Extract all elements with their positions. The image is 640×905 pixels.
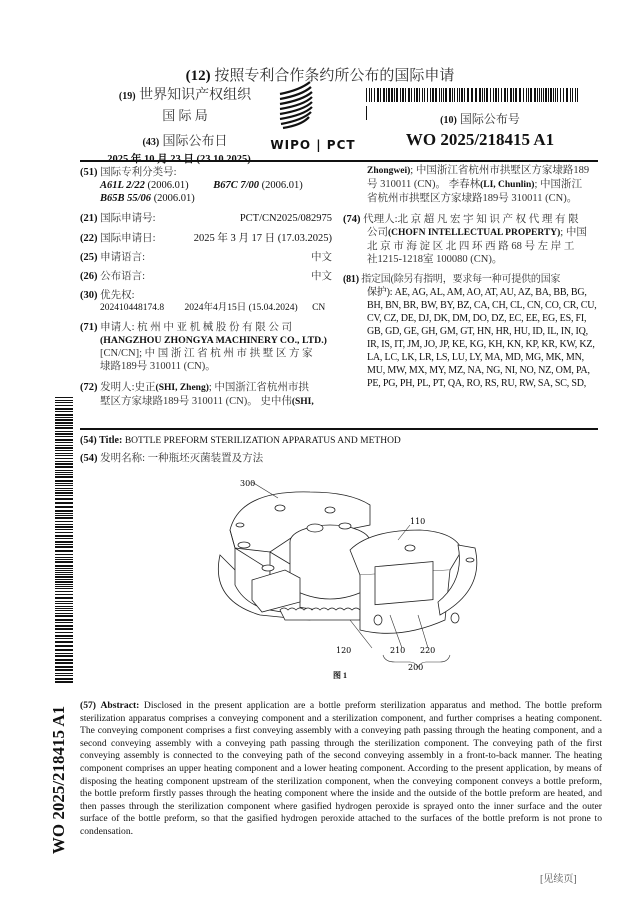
- ipc-field: [80, 166, 350, 205]
- agent-field: (74) 代理人:北 京 超 凡 宏 宇 知 识 产 权 代 理 有 限 公司(CHOFN INTELLECTUAL PROPERTY); 中国 北 京 市 海 淀 区 北 四 环 西 路 68 号 左 岸 工 社1215-1218室 100080 (CN)。: [343, 214, 587, 265]
- label-210: 210: [390, 646, 406, 655]
- title-cn-value: 一种瓶坯灭菌装置及方法: [147, 453, 264, 464]
- filing-date-field: (22) 国际申请日: 2025 年 3 月 17 日 (17.03.2025): [80, 233, 332, 244]
- side-publication-number: WO 2025/218415 A1: [49, 705, 68, 855]
- pub-lang-label: 公布语言:: [100, 271, 146, 282]
- abstract: (57) Abstract: Disclosed in the present application are a bottle preform sterilization apparatus and method. The bottle preform sterilization apparatus comprises a conveying component and a sterilization component, and further comprises a heating component. The conveying component comprises a first conveying assembly with a conveying path passing through the heating component, and a second conveying assembly with a conveying path passing through the sterilization component. The conveying path of the first conveying assembly is connected to the conveying path of the second conveying assembly in a front-to-back manner. The heating component comprises an upper heating component and a lower heating component. According to the present application, by means of disposing the heating component upstream of the sterilization component, when the conveying component conveys a bottle preform, the bottle preform firstly passes through the heating component where the inside and the outside of the bottle preform are heated, and then passes through the sterilization component where gasified hydrogen peroxide is sprayed onto the inner surface and the outer surface of the bottle preform, so that the gasified hydrogen peroxide attached to the surfaces of the bottle preform is not prone to condensation.: [80, 700, 602, 837]
- publication-language-field: (26) 公布语言: 中文: [80, 271, 332, 282]
- applicant-field: (71) 申请人: 杭 州 中 亚 机 械 股 份 有 限 公 司 (HANGZHOU ZHONGYA MACHINERY CO., LTD.) [CN/CN]; 中 国 浙 江 省 杭 州 市 拱 墅 区 方 家 埭路189号 310011 (CN)。: [80, 321, 342, 373]
- ipc-label: 国际专利分类号:: [100, 167, 177, 178]
- designated-label: 指定国(除另有指明，要求每一种可提供的国家: [361, 274, 561, 285]
- priority-number: 202410448174.8: [100, 303, 165, 313]
- ipc-code-1: A61L 2/22 (2006.01): [100, 180, 189, 191]
- title-cn: (54) 发明名称: 一种瓶坯灭菌装置及方法: [80, 453, 264, 464]
- conveying-star-wheel: [280, 608, 360, 620]
- org-name: 世界知识产权组织: [139, 88, 252, 103]
- wipo-logo: [258, 80, 368, 152]
- inventors-field: (72) 发明人:史正(SHI, Zheng); 中国浙江省杭州市拱 墅区方家埭路189号 310011 (CN)。 史中伟(SHI,: [80, 382, 314, 407]
- header-divider: [80, 160, 598, 162]
- applicant-name-en: (HANGZHOU ZHONGYA MACHINERY CO., LTD.): [100, 335, 327, 346]
- filing-lang-label: 申请语言:: [100, 252, 146, 263]
- inventors-continued: Zhongwei); 中国浙江省杭州市拱墅区方家埭路189 号 310011 (CN)。 李春林(LI, Chunlin); 中国浙江 省杭州市拱墅区方家埭路189号 310011 (CN)。: [367, 165, 590, 204]
- label-110: 110: [410, 517, 426, 526]
- filing-lang-value: 中文: [311, 252, 332, 263]
- org-number: (19): [118, 91, 136, 102]
- label-220: 220: [420, 646, 436, 655]
- label-300: 300: [240, 479, 256, 488]
- publication-number: WO 2025/218415 A1: [405, 130, 555, 149]
- pubdate-value: [88, 151, 270, 166]
- agent-name-en: (CHOFN INTELLECTUAL PROPERTY): [388, 228, 561, 238]
- side-barcode: [55, 397, 73, 697]
- filing-date-value: 2025 年 3 月 17 日 (17.03.2025): [193, 233, 332, 244]
- app-no-value: PCT/CN2025/082975: [239, 213, 332, 224]
- wipo-globe-icon: [278, 80, 318, 136]
- title-divider: [80, 428, 598, 430]
- filing-date-label: 国际申请日:: [100, 233, 156, 244]
- abstract-text: Disclosed in the present application are a bottle preform sterilization apparatus and method. The bottle preform sterilization apparatus comprises a conveying component and a sterilization component, and further comprises a heating component. The conveying component comprises a first conveying assembly with a conveying path passing through the heating component, and a second conveying assembly with a conveying path passing through the sterilization component. The conveying path of the first conveying assembly is connected to the conveying path of the second conveying assembly in a front-to-back manner. The heating component comprises an upper heating component and a lower heating component. According to the present application, by means of disposing the heating component upstream of the sterilization component, when the conveying component conveys a bottle preform, the bottle preform firstly passes through the heating component where the inside and the outside of the bottle preform are heated, and then passes through the sterilization component where gasified hydrogen peroxide is sprayed onto the inner surface and the outer surface of the bottle preform, so that the gasified hydrogen peroxide attached to the surfaces of the bottle preform is not prone to condensation.: [80, 700, 602, 837]
- label-200: 200: [408, 663, 424, 670]
- pubdate-label: 国际公布日: [162, 133, 228, 148]
- publication-number-block: [380, 110, 580, 150]
- ipc-code-3: B65B 55/06 (2006.01): [100, 193, 195, 204]
- designated-states-list: 保护): AE, AG, AL, AM, AO, AT, AU, AZ, BA, BB, BG, BH, BN, BR, BW, BY, BZ, CA, CH, CL, CN, CO, CR, CU, CV, CZ, DE, DJ, DK, DM, DO, DZ, EC, EE, EG, ES, FI, GB, GD, GE, GH, GM, GT, HN, HR, HU, ID, IL, IN, IQ, IR, IS, IT, JM, JO, JP, KE, KG, KH, KN, KP, KR, KW, KZ, LA, LC, LK, LR, LS, LU, LY, MA, MD, MG, MK, MN, MU, MW, MX, MY, MZ, NA, NG, NI, NO, NZ, OM, PA, PE, PG, PH, PL, PT, QA, RO, RS, RU, RW, SA, SC, SD,: [367, 287, 597, 389]
- header-barcode: [366, 88, 581, 102]
- heating-door: [375, 562, 433, 605]
- pubno-number: (10): [440, 115, 457, 126]
- designated-states-field: (81) 指定国(除另有指明，要求每一种可提供的国家 保护): AE, AG, AL, AM, AO, AT, AU, AZ, BA, BB, BG, BH, BN, BR, BW, BY, BZ, CA, CH, CL, CN, CO, CR, CU, CV, CZ, DE, DJ, DK, DM, DO, DZ, EC, EE, EG, ES, FI, GB, GD, GE, GH, GM, GT, HN, HR, HU, ID, IL, IN, IQ, IR, IS, IT, JM, JO, JP, KE, KG, KH, KN, KP, KR, KW, KZ, LA, LC, LK, LR, LS, LU, LY, MA, MD, MG, MK, MN, MU, MW, MX, MY, MZ, NA, NG, NI, NO, NZ, OM, PA, PE, PG, PH, PL, PT, QA, RO, RS, RU, RW, SA, SC, SD,: [343, 273, 611, 390]
- agent-label: 代理人:: [363, 214, 398, 225]
- label-120: 120: [336, 646, 352, 655]
- figure-caption: 图 1: [333, 671, 347, 680]
- title-en-value: BOTTLE PREFORM STERILIZATION APPARATUS AND METHOD: [124, 436, 401, 446]
- priority-date: 2024年4月15日 (15.04.2024): [184, 303, 298, 313]
- filing-language-field: (25) 申请语言: 中文: [80, 252, 332, 263]
- apparatus-drawing: [200, 470, 480, 670]
- applicant-name-cn: 杭 州 中 亚 机 械 股 份 有 限 公 司: [137, 322, 293, 333]
- ipc-code-2: B67C 7/00 (2006.01): [213, 180, 303, 191]
- pub-lang-value: 中文: [311, 271, 332, 282]
- wipo-pct-wordmark: WIPO | PCT: [270, 138, 356, 152]
- org-sub: 国 际 局: [162, 108, 208, 123]
- pubdate-number: (43): [142, 137, 160, 148]
- application-number-field: (21) 国际申请号: PCT/CN2025/082975: [80, 213, 332, 224]
- figure-1: [200, 470, 480, 690]
- app-no-label: 国际申请号:: [100, 213, 156, 224]
- applicant-address-2: 埭路189号 310011 (CN)。: [100, 361, 216, 372]
- organization-block: [100, 84, 270, 166]
- kind-code-number: (12): [185, 68, 211, 84]
- continued-note: [见续页]: [540, 874, 577, 885]
- priority-country: CN: [312, 303, 326, 313]
- applicant-label: 申请人:: [100, 322, 135, 333]
- title-en: (54) Title: BOTTLE PREFORM STERILIZATION APPARATUS AND METHOD: [80, 435, 401, 446]
- inventors-label: 发明人:: [100, 382, 135, 393]
- priority-field: (30) 优先权: 202410448174.8 2024年4月15日 (15.04.2024) CN: [80, 290, 326, 313]
- applicant-address-1: [CN/CN]; 中 国 浙 江 省 杭 州 市 拱 墅 区 方 家: [100, 348, 313, 359]
- pubno-label: 国际公布号: [459, 112, 520, 126]
- kind-title-text: 按照专利合作条约所公布的国际申请: [214, 68, 455, 84]
- abstract-label: Abstract:: [100, 700, 140, 711]
- ipc-number: (51): [80, 167, 98, 178]
- priority-label: 优先权:: [100, 290, 135, 301]
